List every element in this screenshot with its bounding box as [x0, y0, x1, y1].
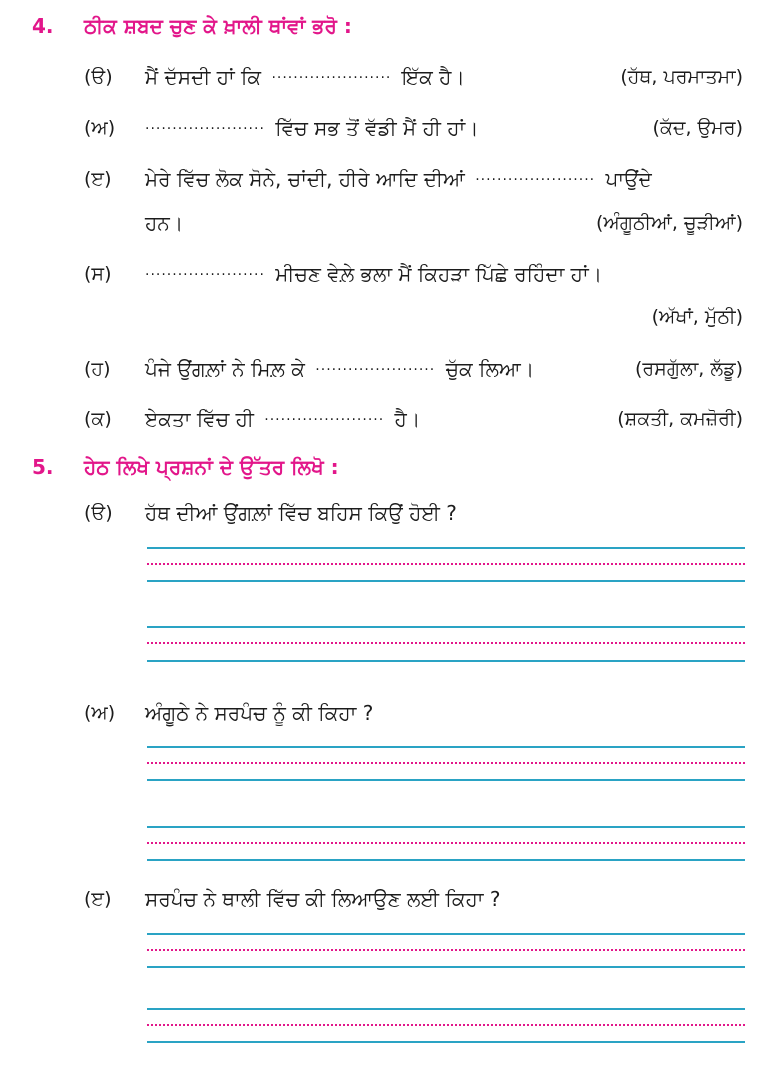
fill-blank-sentence: [145, 116, 479, 140]
item-marker: (ਸ): [84, 263, 112, 285]
answer-line[interactable]: [147, 1041, 745, 1043]
answer-guide-line: [147, 642, 745, 644]
question-marker: (ੳ): [84, 502, 113, 524]
section-4-title: ਠੀਕ ਸ਼ਬਦ ਚੁਣ ਕੇ ਖ਼ਾਲੀ ਥਾਂਵਾਂ ਭਰੋ :: [84, 14, 352, 38]
question-text: ਅੰਗੂਠੇ ਨੇ ਸਰਪੰਚ ਨੂੰ ਕੀ ਕਿਹਾ ?: [145, 701, 374, 725]
section-5-number: 5.: [32, 455, 54, 479]
blank-line: ......................: [475, 168, 596, 184]
question-text: ਹੱਥ ਦੀਆਂ ਉਂਗਲ਼ਾਂ ਵਿੱਚ ਬਹਿਸ ਕਿਉਂ ਹੋਈ ?: [145, 501, 457, 525]
word-options: (ਰਸਗੁੱਲਾ, ਲੱਡੂ): [634, 358, 743, 380]
sentence-after: ਚੁੱਕ ਲਿਆ।: [445, 357, 535, 381]
sentence-continuation: ਹਨ।: [145, 211, 184, 235]
word-options: (ਸ਼ਕਤੀ, ਕਮਜ਼ੋਰੀ): [617, 408, 743, 430]
blank-line: ......................: [145, 117, 265, 133]
sentence-after: ਹੈ।: [394, 407, 421, 431]
fill-blank-sentence: [145, 262, 602, 286]
answer-line[interactable]: [147, 626, 745, 628]
item-marker: (ੳ): [84, 66, 113, 88]
question-text: ਸਰਪੰਚ ਨੇ ਥਾਲੀ ਵਿੱਚ ਕੀ ਲਿਆਉਣ ਲਈ ਕਿਹਾ ?: [145, 887, 501, 911]
answer-guide-line: [147, 949, 745, 951]
fill-blank-sentence: [145, 65, 465, 89]
sentence-before: ਏਕਤਾ ਵਿੱਚ ਹੀ: [145, 407, 254, 431]
answer-line[interactable]: [147, 933, 745, 935]
answer-line[interactable]: [147, 826, 745, 828]
section-5-title: ਹੇਠ ਲਿਖੇ ਪ੍ਰਸ਼ਨਾਂ ਦੇ ਉੱਤਰ ਲਿਖੋ :: [84, 455, 339, 479]
blank-line: ......................: [145, 263, 265, 279]
word-options: (ਕੱਦ, ਉਮਰ): [652, 117, 743, 139]
word-options: (ਅੱਖਾਂ, ਮੁੱਠੀ): [651, 306, 743, 328]
blank-line: ......................: [271, 66, 392, 82]
section-4-number: 4.: [32, 14, 54, 38]
sentence-after: ਮੀਚਣ ਵੇਲ਼ੇ ਭਲਾ ਮੈਂ ਕਿਹੜਾ ਪਿੱਛੇ ਰਹਿੰਦਾ ਹਾਂ।: [275, 262, 603, 286]
answer-line[interactable]: [147, 580, 745, 582]
answer-line[interactable]: [147, 547, 745, 549]
sentence-after: ਪਾਉਂਦੇ: [605, 167, 652, 191]
answer-line[interactable]: [147, 859, 745, 861]
answer-line[interactable]: [147, 746, 745, 748]
blank-line: ......................: [315, 358, 436, 374]
item-marker: (ੲ): [84, 168, 112, 190]
question-marker: (ਅ): [84, 702, 116, 724]
answer-guide-line: [147, 563, 745, 565]
answer-line[interactable]: [147, 1008, 745, 1010]
sentence-after: ਇੱਕ ਹੈ।: [401, 65, 465, 89]
item-marker: (ਕ): [84, 408, 112, 430]
answer-line[interactable]: [147, 779, 745, 781]
sentence-before: ਮੈਂ ਦੱਸਦੀ ਹਾਂ ਕਿ: [145, 65, 262, 89]
word-options: (ਹੱਥ, ਪਰਮਾਤਮਾ): [620, 66, 743, 88]
answer-guide-line: [147, 1024, 745, 1026]
fill-blank-sentence: [145, 357, 534, 381]
sentence-before: ਪੰਜੇ ਉਂਗਲ਼ਾਂ ਨੇ ਮਿਲ਼ ਕੇ: [145, 357, 305, 381]
sentence-before: ਮੇਰੇ ਵਿੱਚ ਲੋਕ ਸੋਨੇ, ਚਾਂਦੀ, ਹੀਰੇ ਆਦਿ ਦੀਆਂ: [145, 167, 465, 191]
item-marker: (ਅ): [84, 117, 116, 139]
answer-guide-line: [147, 842, 745, 844]
item-marker: (ਹ): [84, 358, 111, 380]
answer-line[interactable]: [147, 660, 745, 662]
question-marker: (ੲ): [84, 888, 112, 910]
sentence-after: ਵਿੱਚ ਸਭ ਤੋਂ ਵੱਡੀ ਮੈਂ ਹੀ ਹਾਂ।: [275, 116, 479, 140]
blank-line: ......................: [264, 408, 385, 424]
answer-guide-line: [147, 762, 745, 764]
answer-line[interactable]: [147, 966, 745, 968]
fill-blank-sentence: [145, 167, 652, 191]
fill-blank-sentence: [145, 407, 420, 431]
word-options: (ਅੰਗੂਠੀਆਂ, ਚੂੜੀਆਂ): [595, 212, 743, 234]
